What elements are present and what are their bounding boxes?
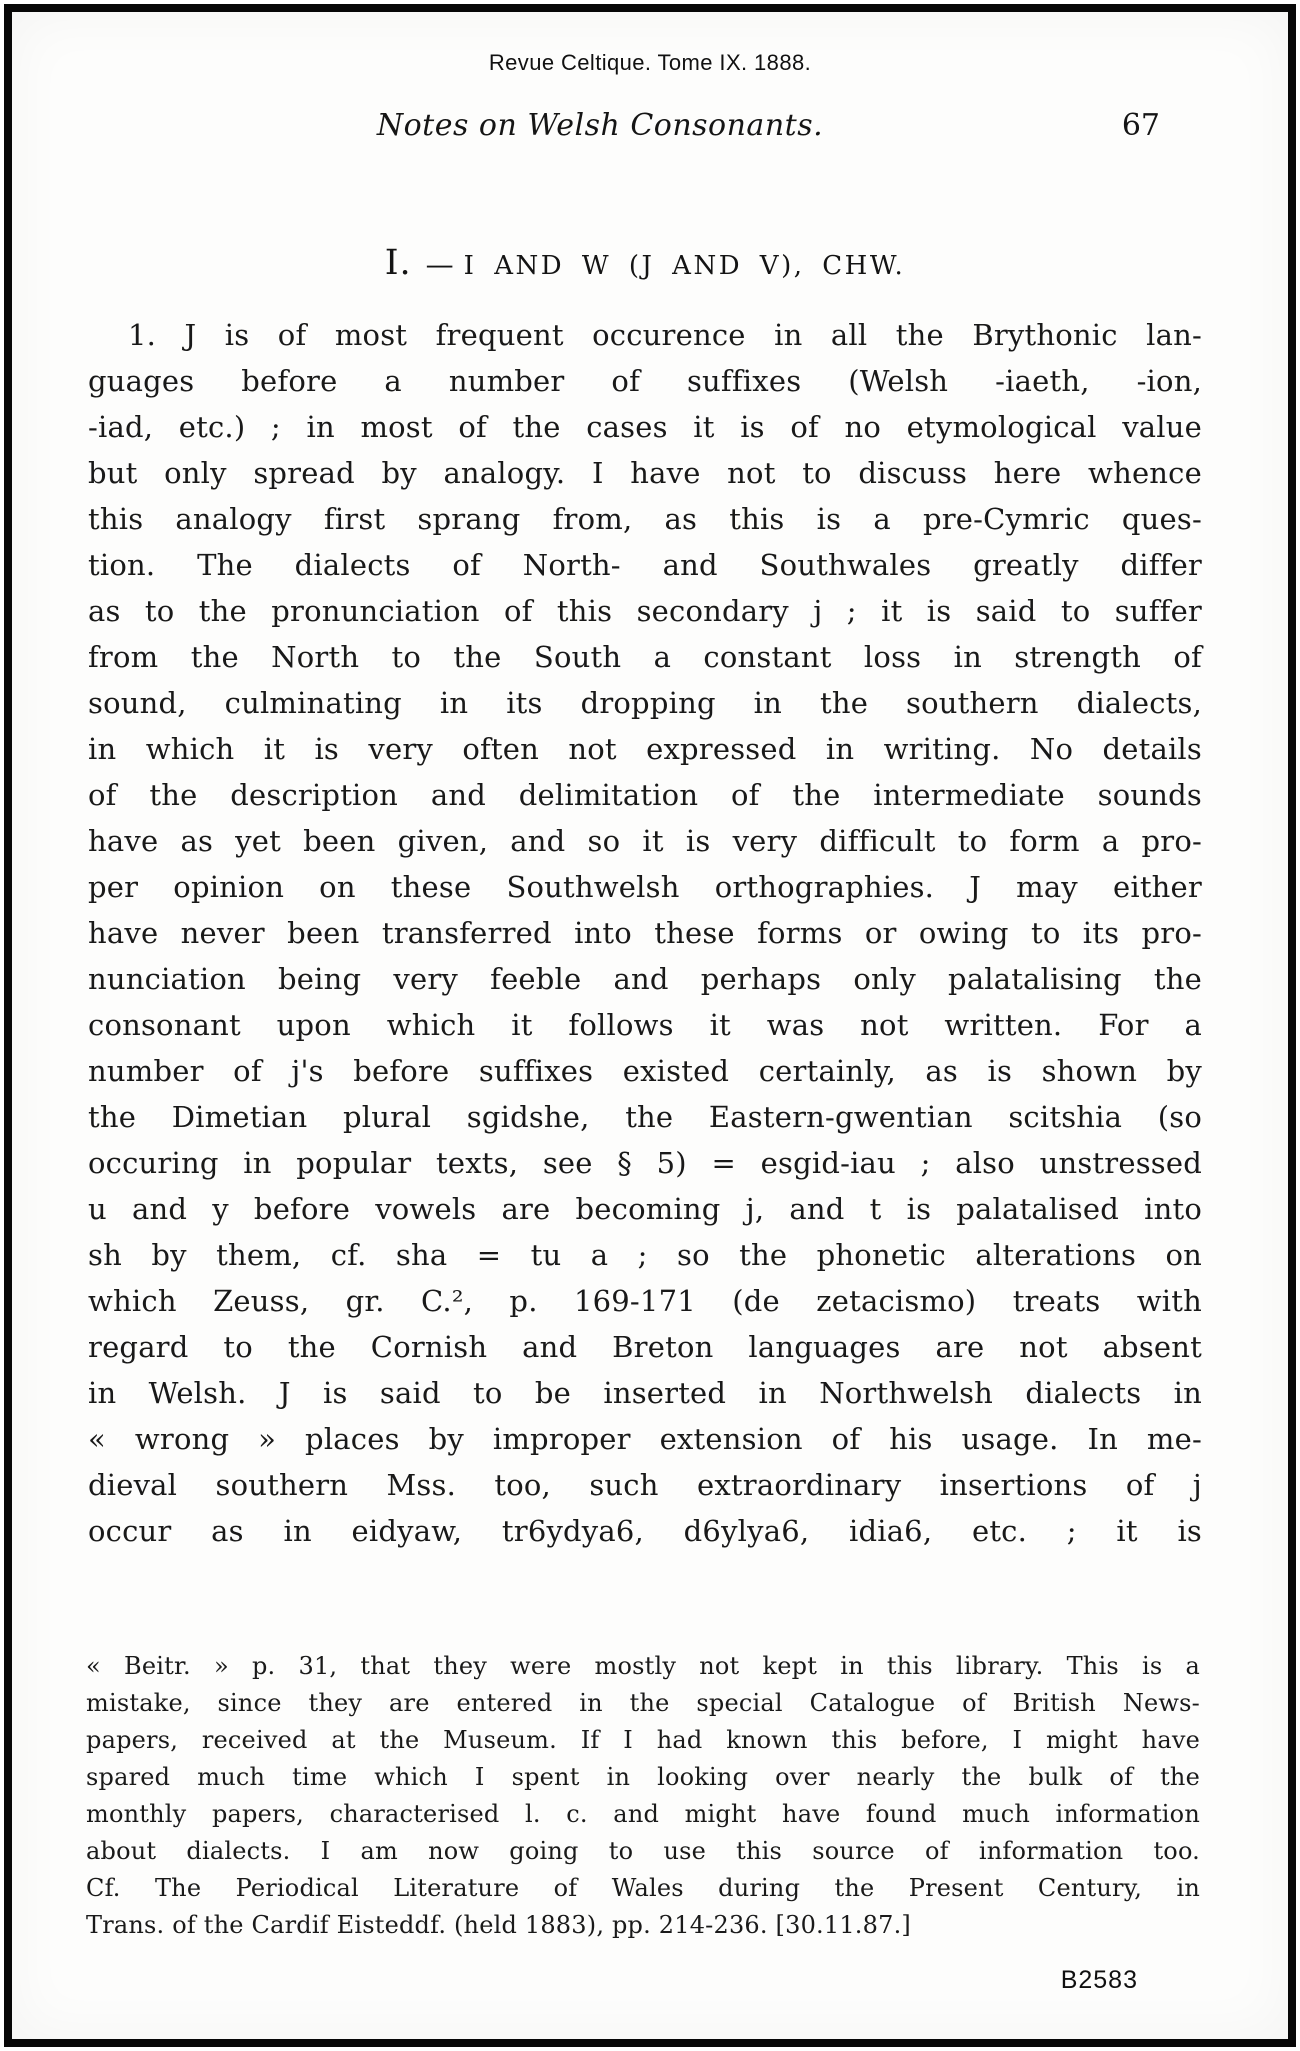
footnote-line: spared much time which I spent in looking over nearly the bulk of the bbox=[86, 1763, 1200, 1791]
body-line: tion. The dialects of North- and Southwales greatly differ bbox=[88, 548, 1202, 582]
section-dash: — bbox=[425, 248, 454, 281]
body-line: u and y before vowels are becoming j, and t is palatalised into bbox=[88, 1192, 1202, 1226]
body-text bbox=[88, 312, 1202, 1554]
section-heading bbox=[88, 243, 1202, 283]
body-line: sound, culminating in its dropping in the southern dialects, bbox=[88, 686, 1202, 720]
body-line: sh by them, cf. sha = tu a ; so the phonetic alterations on bbox=[88, 1238, 1202, 1272]
footnote-line: Cf. The Periodical Literature of Wales during the Present Century, in bbox=[86, 1874, 1200, 1902]
body-line: in Welsh. J is said to be inserted in Northwelsh dialects in bbox=[88, 1376, 1202, 1410]
body-line: consonant upon which it follows it was not written. For a bbox=[88, 1008, 1202, 1042]
body-line: guages before a number of suffixes (Welsh -iaeth, -ion, bbox=[88, 364, 1202, 398]
footnote-line: papers, received at the Museum. If I had known this before, I might have bbox=[86, 1726, 1200, 1754]
body-line: from the North to the South a constant loss in strength of bbox=[88, 640, 1202, 674]
shelfmark-stamp: B2583 bbox=[1060, 1966, 1138, 1994]
footnote-line: Trans. of the Cardif Eisteddf. (held 1883), pp. 214-236. [30.11.87.] bbox=[86, 1911, 911, 1939]
body-line: in which it is very often not expressed in writing. No details bbox=[88, 732, 1202, 766]
body-line: regard to the Cornish and Breton languages are not absent bbox=[88, 1330, 1202, 1364]
body-line: nunciation being very feeble and perhaps only palatalising the bbox=[88, 962, 1202, 996]
footnote bbox=[86, 1648, 1200, 1944]
body-line: 1. J is of most frequent occurence in all the Brythonic lan- bbox=[128, 318, 1202, 352]
body-line: occur as in eidyaw, tr6ydya6, d6ylya6, idia6, etc. ; it is bbox=[88, 1514, 1202, 1548]
body-line: but only spread by analogy. I have not to discuss here whence bbox=[88, 456, 1202, 490]
footnote-line: « Beitr. » p. 31, that they were mostly not kept in this library. This is a bbox=[86, 1652, 1200, 1680]
footnote-line: mistake, since they are entered in the special Catalogue of British News- bbox=[86, 1689, 1200, 1717]
body-line: which Zeuss, gr. C.², p. 169-171 (de zetacismo) treats with bbox=[88, 1284, 1202, 1318]
body-line: number of j's before suffixes existed certainly, as is shown by bbox=[88, 1054, 1202, 1088]
body-line: this analogy first sprang from, as this is a pre-Cymric ques- bbox=[88, 502, 1202, 536]
body-line: the Dimetian plural sgidshe, the Eastern-gwentian scitshia (so bbox=[88, 1100, 1202, 1134]
body-line: -iad, etc.) ; in most of the cases it is of no etymological value bbox=[88, 410, 1202, 444]
page-number: 67 bbox=[1121, 108, 1160, 143]
body-line: occuring in popular texts, see § 5) = esgid-iau ; also unstressed bbox=[88, 1146, 1202, 1180]
section-title: I AND W (J AND V), CHW. bbox=[463, 251, 906, 281]
section-numeral: I. bbox=[384, 243, 412, 283]
body-line: have never been transferred into these forms or owing to its pro- bbox=[88, 916, 1202, 950]
footnote-line: about dialects. I am now going to use this source of information too. bbox=[86, 1837, 1200, 1865]
body-line: « wrong » places by improper extension of his usage. In me- bbox=[88, 1422, 1202, 1456]
footnote-line: monthly papers, characterised l. c. and might have found much information bbox=[86, 1800, 1200, 1828]
body-line: of the description and delimitation of the intermediate sounds bbox=[88, 778, 1202, 812]
running-head bbox=[88, 108, 1202, 154]
collection-header: Revue Celtique. Tome IX. 1888. bbox=[488, 50, 812, 75]
running-title: Notes on Welsh Consonants. bbox=[376, 108, 824, 143]
body-line: dieval southern Mss. too, such extraordinary insertions of j bbox=[88, 1468, 1202, 1502]
body-line: as to the pronunciation of this secondary j ; it is said to suffer bbox=[88, 594, 1202, 628]
body-line: have as yet been given, and so it is very difficult to form a pro- bbox=[88, 824, 1202, 858]
body-line: per opinion on these Southwelsh orthographies. J may either bbox=[88, 870, 1202, 904]
